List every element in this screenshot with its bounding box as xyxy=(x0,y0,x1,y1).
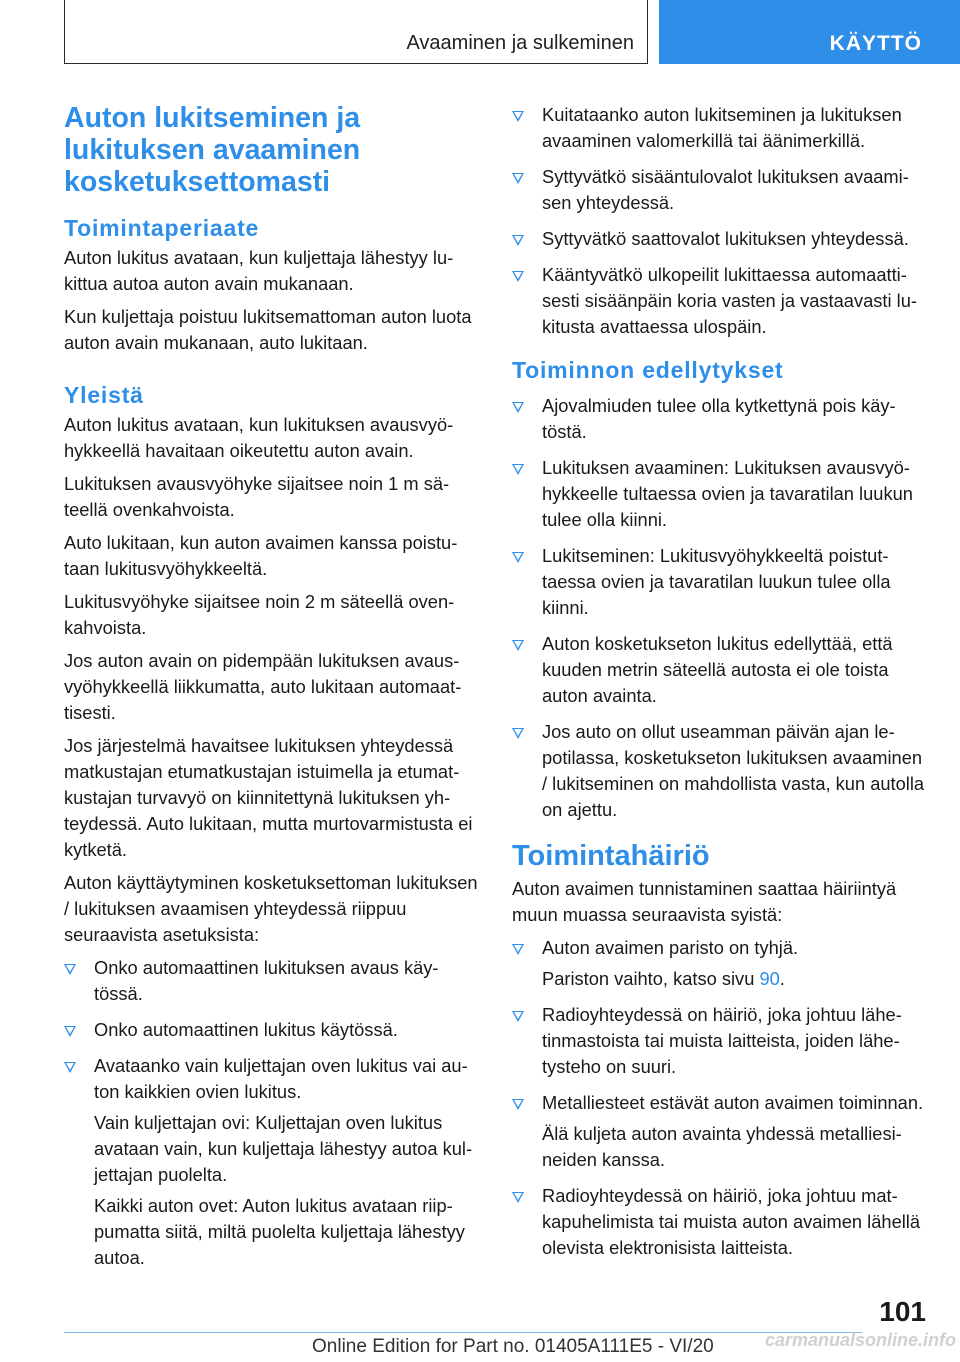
list-item: Metalliesteet estävät auton avaimen toiminnan. Älä kuljeta auton avainta yhdessä metalliesineiden kanssa. xyxy=(512,1090,928,1173)
list-item: Kääntyvätkö ulkopeilit lukittaessa automaattisesti sisäänpäin koria vasten ja vastaavasti lukitusta avattaessa ulospäin. xyxy=(512,262,928,340)
footer-divider xyxy=(64,1332,862,1333)
list-item: Lukitseminen: Lukitusvyöhykkeeltä poistuttaessa ovien ja tavaratilan luukun tulee olla kiinni. xyxy=(512,543,928,621)
general-paragraph: Jos auton avain on pidempään lukituksen avausvyöhykkeellä liikkumatta, auto lukitaan automaattisesti. xyxy=(64,650,462,723)
page-heading: Auton lukitseminen ja lukituksen avaaminen kosketuksettomasti xyxy=(64,102,361,198)
bullet-triangle-icon xyxy=(512,402,524,413)
list-item: Avataanko vain kuljettajan oven lukitus vai auton kaikkien ovien lukitus. Vain kuljettajan ovi: Kuljettajan oven lukitus avataan vain, kun kuljettaja lähestyy autoa kuljettajan puolelta. Kaikki auton ovet: Auton lukitus avataan riippumatta siitä, miltä puolelta kuljettaja lähestyy autoa. xyxy=(64,1053,480,1271)
bullet-triangle-icon xyxy=(64,964,76,975)
list-item: Kuitataanko auton lukitseminen ja lukituksen avaaminen valomerkillä tai äänimerkillä. xyxy=(512,102,928,154)
general-paragraph: Lukitusvyöhyke sijaitsee noin 2 m säteellä ovenkahvoista. xyxy=(64,591,455,638)
general-paragraph: Auton lukitus avataan, kun lukituksen avausvyöhykkeellä havaitaan oikeutettu auton avain. xyxy=(64,414,454,461)
chapter-tab[interactable]: KÄYTTÖ xyxy=(659,0,960,64)
list-item: Jos auto on ollut useamman päivän ajan lepotilassa, kosketukseton lukituksen avaaminen / lukitseminen on mahdollista vasta, kun autolla on ajettu. xyxy=(512,719,928,823)
list-item-note: Älä kuljeta auton avainta yhdessä metalliesineiden kanssa. xyxy=(542,1123,902,1170)
bullet-triangle-icon xyxy=(512,640,524,651)
list-item: Onko automaattinen lukituksen avaus käytössä. xyxy=(64,955,480,1007)
principle-paragraph: Auton lukitus avataan, kun kuljettaja lähestyy lukittua autoa auton avain mukanaan. xyxy=(64,247,454,294)
bullet-triangle-icon xyxy=(512,271,524,282)
general-paragraph: Auto lukitaan, kun auton avaimen kanssa poistutaan lukitusvyöhykkeeltä. xyxy=(64,532,458,579)
requirements-heading: Toiminnon edellytykset xyxy=(512,357,784,383)
list-item-note: Pariston vaihto, katso sivu 90. xyxy=(542,968,785,989)
bullet-triangle-icon xyxy=(512,173,524,184)
principle-heading: Toimintaperiaate xyxy=(64,215,260,241)
list-item: Onko automaattinen lukitus käytössä. xyxy=(64,1017,480,1043)
bullet-triangle-icon xyxy=(512,728,524,739)
malfunction-heading: Toimintahäiriö xyxy=(512,840,710,872)
bullet-triangle-icon xyxy=(512,1099,524,1110)
list-item: Syttyvätkö saattovalot lukituksen yhteydessä. xyxy=(512,226,928,252)
bullet-triangle-icon xyxy=(64,1026,76,1037)
general-paragraph: Lukituksen avausvyöhyke sijaitsee noin 1 m säteellä ovenkahvoista. xyxy=(64,473,450,520)
bullet-triangle-icon xyxy=(512,1192,524,1203)
bullet-triangle-icon xyxy=(512,1011,524,1022)
bullet-triangle-icon xyxy=(64,1062,76,1073)
requirements-list xyxy=(512,393,928,823)
principle-paragraph: Kun kuljettaja poistuu lukitsemattoman auton luota auton avain mukanaan, auto lukitaan. xyxy=(64,306,472,353)
bullet-triangle-icon xyxy=(512,552,524,563)
page-number: 101 xyxy=(879,1296,926,1327)
section-title: Avaaminen ja sulkeminen xyxy=(406,32,634,54)
list-item: Auton avaimen paristo on tyhjä. Pariston vaihto, katso sivu 90. xyxy=(512,935,928,992)
malfunction-list xyxy=(512,935,928,1261)
left-column xyxy=(64,102,480,1281)
bullet-triangle-icon xyxy=(512,235,524,246)
list-item: Auton kosketukseton lukitus edellyttää, että kuuden metrin säteellä autosta ei ole toista auton avainta. xyxy=(512,631,928,709)
bullet-triangle-icon xyxy=(512,464,524,475)
settings-list xyxy=(64,955,480,1271)
general-paragraph: Jos järjestelmä havaitsee lukituksen yhteydessä matkustajan etumatkustajan istuimella ja etumatkustajan turvavyö on kiinnitettynä lukituksen yhteydessä. Auto lukitaan, mutta murtovarmistusta ei kytketä. xyxy=(64,735,473,860)
general-heading: Yleistä xyxy=(64,382,144,408)
settings-list-continued xyxy=(512,102,928,340)
list-item-note: Kaikki auton ovet: Auton lukitus avataan riippumatta siitä, miltä puolelta kuljettaja lähestyy autoa. xyxy=(94,1195,465,1268)
malfunction-intro: Auton avaimen tunnistaminen saattaa häiriintyä muun muassa seuraavista syistä: xyxy=(512,878,897,925)
page-reference-link[interactable]: 90 xyxy=(759,968,780,989)
list-item: Syttyvätkö sisääntulovalot lukituksen avaamisen yhteydessä. xyxy=(512,164,928,216)
bullet-triangle-icon xyxy=(512,111,524,122)
watermark: carmanualsonline.info xyxy=(764,1330,956,1350)
list-item: Radioyhteydessä on häiriö, joka johtuu lähetinmastoista tai muista laitteista, joiden lähetysteho on suuri. xyxy=(512,1002,928,1080)
list-item: Radioyhteydessä on häiriö, joka johtuu matkapuhelimista tai muista auton avaimen lähellä olevista elektronisista laitteista. xyxy=(512,1183,928,1261)
general-paragraph: Auton käyttäytyminen kosketuksettoman lukituksen / lukituksen avaamisen yhteydessä riippuu seuraavista asetuksista: xyxy=(64,872,478,945)
right-column xyxy=(512,102,928,1271)
list-item: Lukituksen avaaminen: Lukituksen avausvyöhykkeelle tultaessa ovien ja tavaratilan luukun tulee olla kiinni. xyxy=(512,455,928,533)
list-item: Ajovalmiuden tulee olla kytkettynä pois käytöstä. xyxy=(512,393,928,445)
edition-text: Online Edition for Part no. 01405A111E5 - VI/20 xyxy=(312,1336,714,1357)
list-item-note: Vain kuljettajan ovi: Kuljettajan oven lukitus avataan vain, kun kuljettaja lähestyy autoa kuljettajan puolelta. xyxy=(94,1112,473,1185)
bullet-triangle-icon xyxy=(512,944,524,955)
